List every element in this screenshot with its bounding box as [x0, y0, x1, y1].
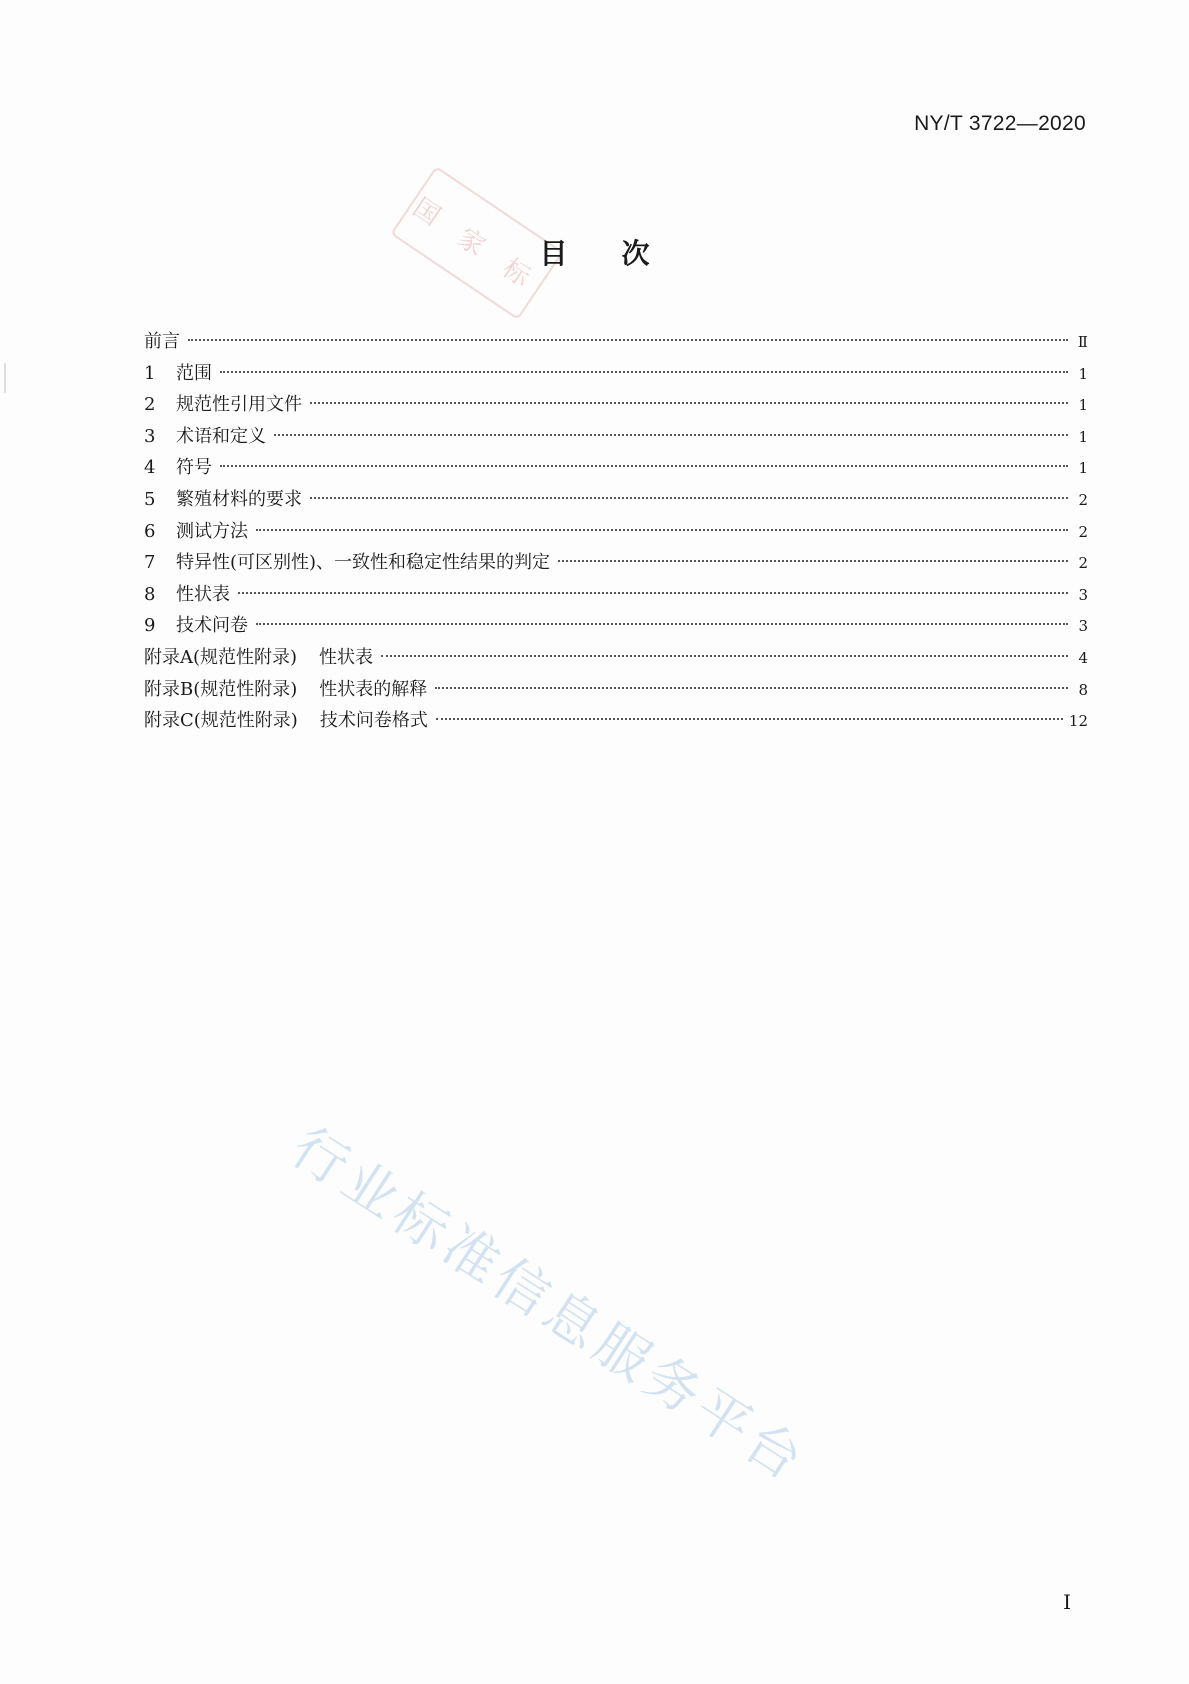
toc-entry-3[interactable] [144, 421, 1088, 453]
toc-leader-dots [274, 434, 1068, 436]
toc-entry-9[interactable] [144, 610, 1088, 642]
toc-entry-6[interactable] [144, 516, 1088, 548]
toc-leader-dots [310, 497, 1068, 499]
toc-entry-page: 3 [1078, 617, 1088, 636]
toc-entry-page: 8 [1078, 680, 1088, 699]
toc-leader-dots [220, 465, 1068, 467]
toc-entry-number: 5 [144, 488, 156, 510]
appendix-label: 附录A(规范性附录) [144, 646, 298, 668]
toc-entry-label: 技术问卷 [176, 615, 248, 637]
toc-entry-label: 规范性引用文件 [176, 394, 302, 416]
appendix-title: 性状表 [319, 646, 374, 668]
toc-leader-dots [381, 655, 1068, 657]
toc-entry-page: 4 [1078, 648, 1088, 667]
toc-entry-number: 6 [144, 520, 156, 542]
toc-entry-label: 繁殖材料的要求 [176, 488, 302, 510]
toc-entry-label: 前言 [144, 331, 180, 352]
toc-entry-2[interactable] [144, 389, 1088, 421]
toc-entry-number: 8 [144, 583, 156, 605]
toc-entry-label: 性状表 [176, 583, 230, 605]
toc-leader-dots [256, 623, 1068, 625]
toc-entry-page: 2 [1078, 554, 1088, 573]
toc-leader-dots [188, 339, 1068, 341]
toc-entry-4[interactable] [144, 452, 1088, 484]
appendix-title: 技术问卷格式 [319, 710, 428, 732]
toc-entry-label [144, 642, 373, 674]
toc-entry-number: 4 [144, 457, 156, 479]
watermark-text: 行业标准信息服务平台 [280, 1115, 819, 1496]
toc-entry-label: 范围 [176, 362, 212, 384]
scan-margin-mark [4, 363, 6, 393]
toc-entry-page: Ⅱ [1077, 333, 1088, 351]
appendix-label: 附录B(规范性附录) [144, 678, 298, 700]
appendix-title: 性状表的解释 [319, 678, 428, 700]
toc-title: 目次 [539, 237, 704, 270]
toc-leader-dots [436, 718, 1063, 720]
toc-entry-7[interactable] [144, 547, 1088, 579]
toc-entry-appendix-b[interactable] [144, 674, 1088, 706]
toc-entry-5[interactable] [144, 484, 1088, 516]
toc-entry-label [144, 674, 427, 706]
toc-leader-dots [220, 371, 1068, 373]
toc-entry-page: 12 [1068, 712, 1088, 731]
toc-entry-label: 符号 [176, 457, 212, 479]
toc-entry-page: 1 [1078, 364, 1088, 383]
page-number: I [1063, 1590, 1071, 1614]
toc-entry-8[interactable] [144, 579, 1088, 611]
toc-entry-label: 测试方法 [176, 520, 248, 542]
toc-entry-page: 2 [1078, 522, 1088, 541]
toc-entry-number: 9 [144, 615, 156, 637]
toc-entry-number: 7 [144, 552, 156, 574]
toc-entry-appendix-c[interactable] [144, 705, 1088, 737]
toc-entry-page: 1 [1078, 459, 1088, 478]
toc-entry-page: 1 [1078, 427, 1088, 446]
toc-entry-number: 3 [144, 425, 156, 447]
toc-leader-dots [435, 687, 1068, 689]
toc-leader-dots [238, 592, 1068, 594]
standard-number: NY/T 3722—2020 [914, 112, 1086, 135]
toc-entry-page: 3 [1078, 585, 1088, 604]
toc-entry-page: 1 [1078, 396, 1088, 415]
toc-entry-number: 1 [144, 362, 156, 384]
toc-entry-foreword[interactable] [144, 326, 1088, 358]
toc-entry-appendix-a[interactable] [144, 642, 1088, 674]
toc-entry-1[interactable] [144, 358, 1088, 390]
toc-entry-number: 2 [144, 394, 156, 416]
stamp-text: 国 家 标 [407, 192, 544, 298]
table-of-contents [144, 326, 1088, 737]
toc-leader-dots [256, 529, 1068, 531]
toc-entry-label [144, 705, 428, 737]
toc-entry-page: 2 [1078, 490, 1088, 509]
toc-entry-label: 术语和定义 [176, 425, 266, 447]
toc-entry-label: 特异性(可区别性)、一致性和稳定性结果的判定 [176, 552, 551, 574]
toc-leader-dots [558, 560, 1068, 562]
appendix-label: 附录C(规范性附录) [144, 710, 298, 732]
toc-leader-dots [310, 402, 1068, 404]
